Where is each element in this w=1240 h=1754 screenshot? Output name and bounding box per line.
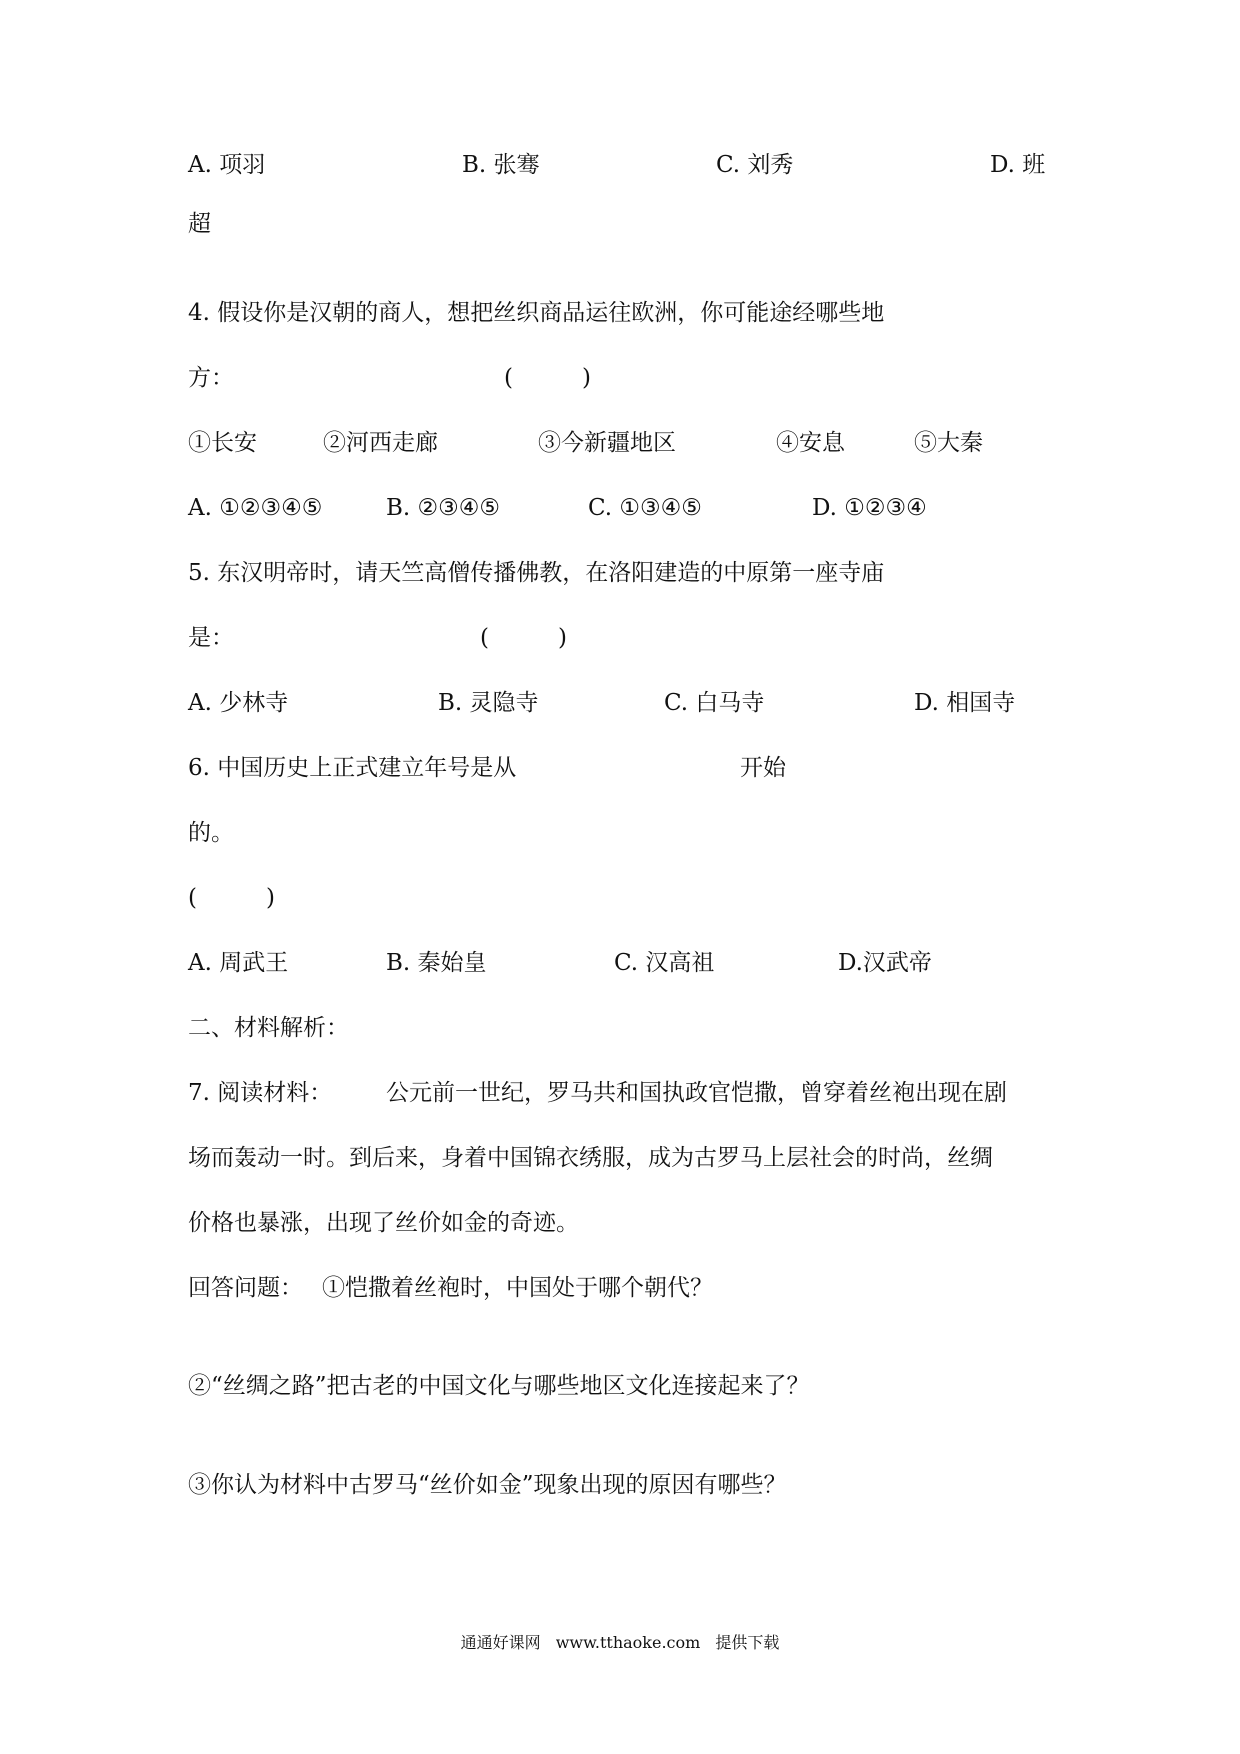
section-heading: 二、材料解析： xyxy=(188,1015,349,1041)
q6-stem-wrap: 的。 xyxy=(188,820,234,846)
q6-answer-paren: ( ) xyxy=(188,885,275,911)
q5-option-d: D. 相国寺 xyxy=(914,690,1016,716)
q7-question-2: ②“丝绸之路”把古老的中国文化与哪些地区文化连接起来了？ xyxy=(188,1373,810,1399)
q6-option-b: B. 秦始皇 xyxy=(386,950,487,976)
q6-option-d: D.汉武帝 xyxy=(838,950,932,976)
page-footer xyxy=(0,1632,1240,1654)
q4-item-2: ②河西走廊 xyxy=(323,430,438,456)
footer-site-name: 通通好课网 xyxy=(460,1633,541,1652)
q6-option-c: C. 汉高祖 xyxy=(614,950,715,976)
q5-option-a: A. 少林寺 xyxy=(188,690,289,716)
q4-item-4: ④安息 xyxy=(776,430,845,456)
q7-material-line-1: 公元前一世纪，罗马共和国执政官恺撒，曾穿着丝袍出现在剧 xyxy=(386,1080,1007,1106)
q7-material-line-2: 场而轰动一时。到后来，身着中国锦衣绣服，成为古罗马上层社会的时尚，丝绸 xyxy=(188,1145,993,1171)
q7-question-1: ①恺撒着丝袍时，中国处于哪个朝代？ xyxy=(322,1275,713,1301)
q7-question-3: ③你认为材料中古罗马“丝价如金”现象出现的原因有哪些？ xyxy=(188,1472,787,1498)
q4-item-1: ①长安 xyxy=(188,430,257,456)
q3-option-d: D. 班 xyxy=(990,152,1046,178)
q7-material-line-3: 价格也暴涨，出现了丝价如金的奇迹。 xyxy=(188,1210,579,1236)
q4-stem: 4. 假设你是汉朝的商人，想把丝织商品运往欧洲，你可能途经哪些地 xyxy=(188,300,885,326)
q4-option-c: C. ①③④⑤ xyxy=(588,495,702,521)
q5-answer-paren: ( ) xyxy=(480,625,567,651)
q5-stem-wrap: 是： xyxy=(188,625,234,651)
q6-stem-end: 开始 xyxy=(740,755,786,781)
q6-stem: 6. 中国历史上正式建立年号是从 xyxy=(188,755,517,781)
q5-stem: 5. 东汉明帝时，请天竺高僧传播佛教，在洛阳建造的中原第一座寺庙 xyxy=(188,560,885,586)
q4-answer-paren: ( ) xyxy=(504,365,591,391)
q4-option-d: D. ①②③④ xyxy=(812,495,927,521)
q6-option-a: A. 周武王 xyxy=(188,950,289,976)
q4-stem-wrap: 方： xyxy=(188,365,234,391)
q3-option-a: A. 项羽 xyxy=(188,152,266,178)
q7-label: 7. 阅读材料： xyxy=(188,1080,333,1106)
q3-option-d-wrap: 超 xyxy=(188,211,211,237)
q3-option-c: C. 刘秀 xyxy=(716,152,794,178)
q5-option-b: B. 灵隐寺 xyxy=(438,690,539,716)
q4-option-b: B. ②③④⑤ xyxy=(386,495,501,521)
q5-option-c: C. 白马寺 xyxy=(664,690,765,716)
footer-suffix: 提供下载 xyxy=(715,1633,780,1652)
q4-option-a: A. ①②③④⑤ xyxy=(188,495,323,521)
footer-url: www.tthaoke.com xyxy=(555,1633,701,1652)
q7-ask-label: 回答问题： xyxy=(188,1275,303,1301)
q3-option-b: B. 张骞 xyxy=(462,152,540,178)
q4-item-3: ③今新疆地区 xyxy=(538,430,676,456)
q4-item-5: ⑤大秦 xyxy=(914,430,983,456)
